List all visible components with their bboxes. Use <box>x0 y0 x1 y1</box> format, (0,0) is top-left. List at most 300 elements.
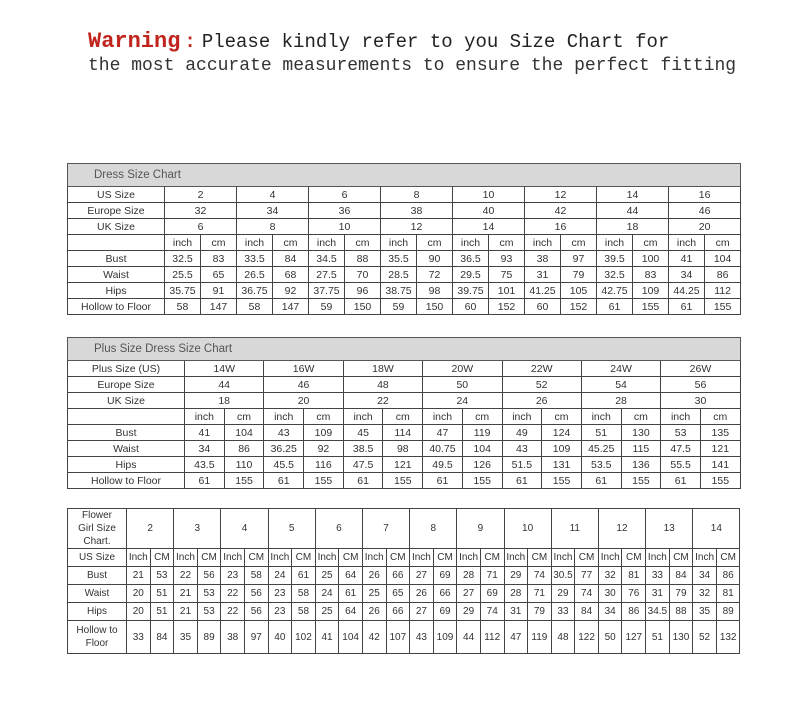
plus-us-row <box>68 361 741 377</box>
unit-cell: cm <box>224 409 264 425</box>
unit-cell: inch <box>309 235 345 251</box>
measure-cell: 27 <box>410 603 434 621</box>
measure-cell: 32 <box>693 585 717 603</box>
measure-cell: 66 <box>386 567 410 585</box>
size-cell: 38 <box>381 203 453 219</box>
measure-cell: 135 <box>700 425 740 441</box>
size-cell: 9 <box>457 509 504 549</box>
unit-cell: CM <box>292 549 316 567</box>
size-cell: 26W <box>661 361 740 377</box>
measure-cell: 49.5 <box>423 457 463 473</box>
unit-cell: Inch <box>268 549 292 567</box>
unit-cell: CM <box>480 549 504 567</box>
size-cell: 14 <box>597 187 669 203</box>
size-cell: 16W <box>264 361 343 377</box>
unit-cell: cm <box>273 235 309 251</box>
row-label: UK Size <box>68 393 185 409</box>
row-label: Hips <box>68 603 127 621</box>
girl-unit-row <box>68 549 740 567</box>
measure-cell: 28 <box>457 567 481 585</box>
size-cell: 14 <box>453 219 525 235</box>
measure-cell: 47 <box>504 621 528 654</box>
size-cell: 42 <box>525 203 597 219</box>
measure-cell: 107 <box>386 621 410 654</box>
measure-cell: 33 <box>646 567 670 585</box>
measure-cell: 155 <box>304 473 344 489</box>
measure-cell: 25 <box>315 603 339 621</box>
measure-cell: 74 <box>575 585 599 603</box>
row-label: Bust <box>68 567 127 585</box>
measure-cell: 28.5 <box>381 267 417 283</box>
measure-cell: 47.5 <box>343 457 383 473</box>
measure-cell: 64 <box>339 603 363 621</box>
measure-cell: 119 <box>462 425 502 441</box>
measure-cell: 35.5 <box>381 251 417 267</box>
size-cell: 3 <box>174 509 221 549</box>
warning-colon: : <box>184 31 196 53</box>
measure-cell: 43.5 <box>185 457 225 473</box>
row-label: Bust <box>68 425 185 441</box>
unit-cell: CM <box>244 549 268 567</box>
measure-cell: 109 <box>542 441 582 457</box>
measure-cell: 30.5 <box>551 567 575 585</box>
size-cell: 40 <box>453 203 525 219</box>
measure-cell: 43 <box>264 425 304 441</box>
measure-cell: 21 <box>127 567 151 585</box>
size-cell: 36 <box>309 203 381 219</box>
girl-size-row <box>68 509 740 549</box>
measure-cell: 29 <box>504 567 528 585</box>
measure-cell: 114 <box>383 425 423 441</box>
unit-cell: CM <box>197 549 221 567</box>
measure-cell: 34.5 <box>309 251 345 267</box>
measure-cell: 35.75 <box>165 283 201 299</box>
unit-cell: inch <box>165 235 201 251</box>
measure-cell: 104 <box>224 425 264 441</box>
row-label: Waist <box>68 441 185 457</box>
measure-cell: 136 <box>621 457 661 473</box>
unit-cell: inch <box>669 235 705 251</box>
measure-cell: 51 <box>581 425 621 441</box>
unit-cell: cm <box>700 409 740 425</box>
measure-cell: 29.5 <box>453 267 489 283</box>
unit-cell: cm <box>462 409 502 425</box>
size-cell: 18 <box>185 393 264 409</box>
row-label: Hollow to Floor <box>68 299 165 315</box>
measure-cell: 41 <box>315 621 339 654</box>
measure-cell: 130 <box>621 425 661 441</box>
unit-cell: inch <box>502 409 542 425</box>
measure-cell: 22 <box>221 585 245 603</box>
unit-cell: cm <box>621 409 661 425</box>
measure-cell: 26.5 <box>237 267 273 283</box>
unit-cell: cm <box>201 235 237 251</box>
size-cell: 18W <box>343 361 422 377</box>
measure-cell: 92 <box>273 283 309 299</box>
unit-cell: Inch <box>693 549 717 567</box>
size-cell: 7 <box>362 509 409 549</box>
measure-cell: 58 <box>237 299 273 315</box>
size-cell: 16 <box>525 219 597 235</box>
unit-cell: CM <box>669 549 693 567</box>
measure-cell: 56 <box>244 603 268 621</box>
unit-cell: cm <box>705 235 741 251</box>
measure-cell: 29 <box>457 603 481 621</box>
measure-cell: 121 <box>383 457 423 473</box>
size-cell: 12 <box>598 509 645 549</box>
hollow-label-line: Floor <box>85 638 109 649</box>
measure-cell: 124 <box>542 425 582 441</box>
unit-cell: CM <box>339 549 363 567</box>
measure-cell: 109 <box>633 283 669 299</box>
size-cell: 44 <box>185 377 264 393</box>
measure-cell: 79 <box>561 267 597 283</box>
size-cell: 10 <box>504 509 551 549</box>
unit-cell: Inch <box>362 549 386 567</box>
measure-cell: 41 <box>669 251 705 267</box>
unit-cell: cm <box>383 409 423 425</box>
size-cell: 24W <box>581 361 660 377</box>
measure-cell: 66 <box>386 603 410 621</box>
measure-cell: 34 <box>693 567 717 585</box>
measure-cell: 150 <box>345 299 381 315</box>
measure-cell: 109 <box>433 621 457 654</box>
unit-cell: cm <box>489 235 525 251</box>
measure-cell: 75 <box>489 267 525 283</box>
measure-cell: 110 <box>224 457 264 473</box>
measure-cell: 119 <box>528 621 552 654</box>
row-label: Plus Size (US) <box>68 361 185 377</box>
size-cell: 12 <box>381 219 453 235</box>
size-cell: 11 <box>551 509 598 549</box>
measure-cell: 97 <box>244 621 268 654</box>
measure-cell: 58 <box>292 585 316 603</box>
row-label: Hollow to Floor <box>68 473 185 489</box>
measure-cell: 34 <box>185 441 225 457</box>
measure-cell: 29 <box>551 585 575 603</box>
measure-cell: 27 <box>410 567 434 585</box>
measure-cell: 37.75 <box>309 283 345 299</box>
unit-cell: cm <box>417 235 453 251</box>
unit-cell: inch <box>185 409 225 425</box>
measure-cell: 51.5 <box>502 457 542 473</box>
unit-cell: inch <box>264 409 304 425</box>
measure-cell: 30 <box>598 585 622 603</box>
size-cell: 46 <box>669 203 741 219</box>
measure-cell: 38.75 <box>381 283 417 299</box>
measure-cell: 155 <box>621 473 661 489</box>
warning-line-1 <box>88 30 788 54</box>
size-cell: 14W <box>185 361 264 377</box>
unit-cell: inch <box>237 235 273 251</box>
measure-cell: 122 <box>575 621 599 654</box>
measure-cell: 43 <box>410 621 434 654</box>
dress-us-row <box>68 187 741 203</box>
measure-cell: 61 <box>264 473 304 489</box>
measure-cell: 91 <box>201 283 237 299</box>
measure-cell: 21 <box>174 585 198 603</box>
measure-cell: 21 <box>174 603 198 621</box>
measure-cell: 39.75 <box>453 283 489 299</box>
size-cell: 12 <box>525 187 597 203</box>
unit-cell: Inch <box>315 549 339 567</box>
measure-cell: 98 <box>417 283 453 299</box>
measure-cell: 71 <box>480 567 504 585</box>
measure-cell: 92 <box>304 441 344 457</box>
measure-cell: 96 <box>345 283 381 299</box>
measure-cell: 36.5 <box>453 251 489 267</box>
measure-cell: 23 <box>221 567 245 585</box>
measure-cell: 65 <box>201 267 237 283</box>
girl-hips-row <box>68 603 740 621</box>
measure-cell: 31 <box>504 603 528 621</box>
measure-cell: 44 <box>457 621 481 654</box>
unit-cell: CM <box>433 549 457 567</box>
size-cell: 22 <box>343 393 422 409</box>
row-label: Bust <box>68 251 165 267</box>
plus-hollow-row <box>68 473 741 489</box>
measure-cell: 69 <box>480 585 504 603</box>
plus-europe-row <box>68 377 741 393</box>
girl-title-line: Chart. <box>83 536 111 547</box>
measure-cell: 56 <box>244 585 268 603</box>
size-cell: 48 <box>343 377 422 393</box>
measure-cell: 20 <box>127 603 151 621</box>
measure-cell: 61 <box>597 299 633 315</box>
dress-hips-row <box>68 283 741 299</box>
measure-cell: 130 <box>669 621 693 654</box>
plus-bust-row <box>68 425 741 441</box>
measure-cell: 48 <box>551 621 575 654</box>
measure-cell: 24 <box>315 585 339 603</box>
measure-cell: 155 <box>705 299 741 315</box>
measure-cell: 53 <box>197 585 221 603</box>
unit-cell: Inch <box>598 549 622 567</box>
measure-cell: 23 <box>268 585 292 603</box>
measure-cell: 25 <box>362 585 386 603</box>
measure-cell: 59 <box>309 299 345 315</box>
unit-cell: inch <box>423 409 463 425</box>
measure-cell: 53 <box>197 603 221 621</box>
measure-cell: 38 <box>221 621 245 654</box>
measure-cell: 28 <box>504 585 528 603</box>
plus-size-chart <box>67 337 741 489</box>
unit-cell: CM <box>622 549 646 567</box>
unit-cell: CM <box>528 549 552 567</box>
row-label: US Size <box>68 549 127 567</box>
measure-cell: 93 <box>489 251 525 267</box>
measure-cell: 104 <box>462 441 502 457</box>
unit-cell: Inch <box>410 549 434 567</box>
size-cell: 2 <box>165 187 237 203</box>
measure-cell: 33.5 <box>237 251 273 267</box>
measure-cell: 32.5 <box>165 251 201 267</box>
measure-cell: 76 <box>622 585 646 603</box>
measure-cell: 102 <box>292 621 316 654</box>
measure-cell: 53 <box>150 567 174 585</box>
measure-cell: 152 <box>561 299 597 315</box>
measure-cell: 53 <box>661 425 701 441</box>
unit-cell: cm <box>542 409 582 425</box>
unit-cell: inch <box>453 235 489 251</box>
measure-cell: 61 <box>669 299 705 315</box>
measure-cell: 97 <box>561 251 597 267</box>
girl-bust-row <box>68 567 740 585</box>
measure-cell: 84 <box>150 621 174 654</box>
measure-cell: 20 <box>127 585 151 603</box>
measure-cell: 61 <box>581 473 621 489</box>
measure-cell: 36.75 <box>237 283 273 299</box>
measure-cell: 41 <box>185 425 225 441</box>
measure-cell: 116 <box>304 457 344 473</box>
measure-cell: 47.5 <box>661 441 701 457</box>
size-cell: 13 <box>646 509 693 549</box>
measure-cell: 79 <box>669 585 693 603</box>
measure-cell: 105 <box>561 283 597 299</box>
unit-cell: cm <box>345 235 381 251</box>
measure-cell: 35 <box>693 603 717 621</box>
measure-cell: 59 <box>381 299 417 315</box>
size-cell: 46 <box>264 377 343 393</box>
measure-cell: 44.25 <box>669 283 705 299</box>
unit-cell: CM <box>575 549 599 567</box>
measure-cell: 22 <box>221 603 245 621</box>
measure-cell: 141 <box>700 457 740 473</box>
measure-cell: 61 <box>502 473 542 489</box>
unit-cell: Inch <box>127 549 151 567</box>
measure-cell: 70 <box>345 267 381 283</box>
measure-cell: 155 <box>383 473 423 489</box>
measure-cell: 64 <box>339 567 363 585</box>
size-cell: 6 <box>309 187 381 203</box>
unit-cell: Inch <box>551 549 575 567</box>
measure-cell: 126 <box>462 457 502 473</box>
girl-title-line: Girl Size <box>78 523 116 534</box>
measure-cell: 98 <box>383 441 423 457</box>
measure-cell: 25 <box>315 567 339 585</box>
dress-waist-row <box>68 267 741 283</box>
measure-cell: 84 <box>669 567 693 585</box>
unit-cell: Inch <box>457 549 481 567</box>
measure-cell: 155 <box>462 473 502 489</box>
measure-cell: 112 <box>480 621 504 654</box>
size-cell: 2 <box>127 509 174 549</box>
row-label: Waist <box>68 267 165 283</box>
size-cell: 14 <box>693 509 740 549</box>
measure-cell: 83 <box>201 251 237 267</box>
girl-title-line: Flower <box>81 510 112 521</box>
plus-chart-title: Plus Size Dress Size Chart <box>68 338 741 361</box>
unit-cell: CM <box>716 549 740 567</box>
measure-cell: 81 <box>716 585 740 603</box>
measure-cell: 115 <box>621 441 661 457</box>
dress-hollow-row <box>68 299 741 315</box>
measure-cell: 40 <box>268 621 292 654</box>
plus-unit-row <box>68 409 741 425</box>
measure-cell: 34 <box>669 267 705 283</box>
unit-cell: cm <box>304 409 344 425</box>
measure-cell: 53.5 <box>581 457 621 473</box>
girl-chart-title <box>68 509 127 549</box>
measure-cell: 31 <box>525 267 561 283</box>
unit-cell: inch <box>581 409 621 425</box>
measure-cell: 58 <box>292 603 316 621</box>
row-label: Europe Size <box>68 203 165 219</box>
measure-cell: 155 <box>224 473 264 489</box>
measure-cell: 26 <box>362 603 386 621</box>
measure-cell: 88 <box>669 603 693 621</box>
measure-cell: 52 <box>693 621 717 654</box>
unit-cell: inch <box>525 235 561 251</box>
measure-cell: 65 <box>386 585 410 603</box>
measure-cell: 51 <box>150 603 174 621</box>
measure-cell: 86 <box>622 603 646 621</box>
measure-cell: 32.5 <box>597 267 633 283</box>
measure-cell: 66 <box>433 585 457 603</box>
measure-cell: 69 <box>433 603 457 621</box>
size-cell: 6 <box>165 219 237 235</box>
measure-cell: 33 <box>127 621 151 654</box>
row-label: Waist <box>68 585 127 603</box>
size-cell: 28 <box>581 393 660 409</box>
measure-cell: 22 <box>174 567 198 585</box>
size-cell: 5 <box>268 509 315 549</box>
measure-cell: 68 <box>273 267 309 283</box>
hollow-label-line: Hollow to <box>76 625 118 636</box>
measure-cell: 147 <box>201 299 237 315</box>
measure-cell: 34 <box>598 603 622 621</box>
measure-cell: 45 <box>343 425 383 441</box>
measure-cell: 112 <box>705 283 741 299</box>
measure-cell: 155 <box>700 473 740 489</box>
measure-cell: 131 <box>542 457 582 473</box>
size-cell: 10 <box>453 187 525 203</box>
row-label: US Size <box>68 187 165 203</box>
dress-chart-title: Dress Size Chart <box>68 164 741 187</box>
dress-unit-row <box>68 235 741 251</box>
plus-waist-row <box>68 441 741 457</box>
size-cell: 8 <box>237 219 309 235</box>
dress-size-chart <box>67 163 741 315</box>
unit-cell: Inch <box>221 549 245 567</box>
measure-cell: 27.5 <box>309 267 345 283</box>
measure-cell: 101 <box>489 283 525 299</box>
size-cell: 8 <box>410 509 457 549</box>
measure-cell: 121 <box>700 441 740 457</box>
size-cell: 32 <box>165 203 237 219</box>
measure-cell: 61 <box>343 473 383 489</box>
unit-cell: CM <box>150 549 174 567</box>
dress-bust-row <box>68 251 741 267</box>
measure-cell: 61 <box>185 473 225 489</box>
measure-cell: 132 <box>716 621 740 654</box>
size-cell: 20 <box>264 393 343 409</box>
measure-cell: 88 <box>345 251 381 267</box>
measure-cell: 77 <box>575 567 599 585</box>
size-cell: 24 <box>423 393 502 409</box>
size-cell: 34 <box>237 203 309 219</box>
size-cell: 54 <box>581 377 660 393</box>
size-cell: 4 <box>237 187 309 203</box>
unit-cell: Inch <box>174 549 198 567</box>
measure-cell: 49 <box>502 425 542 441</box>
measure-cell: 60 <box>453 299 489 315</box>
warning-text-1: Please kindly refer to you Size Chart for <box>201 31 670 53</box>
row-label: Hips <box>68 283 165 299</box>
size-cell: 30 <box>661 393 740 409</box>
size-cell: 16 <box>669 187 741 203</box>
measure-cell: 84 <box>273 251 309 267</box>
